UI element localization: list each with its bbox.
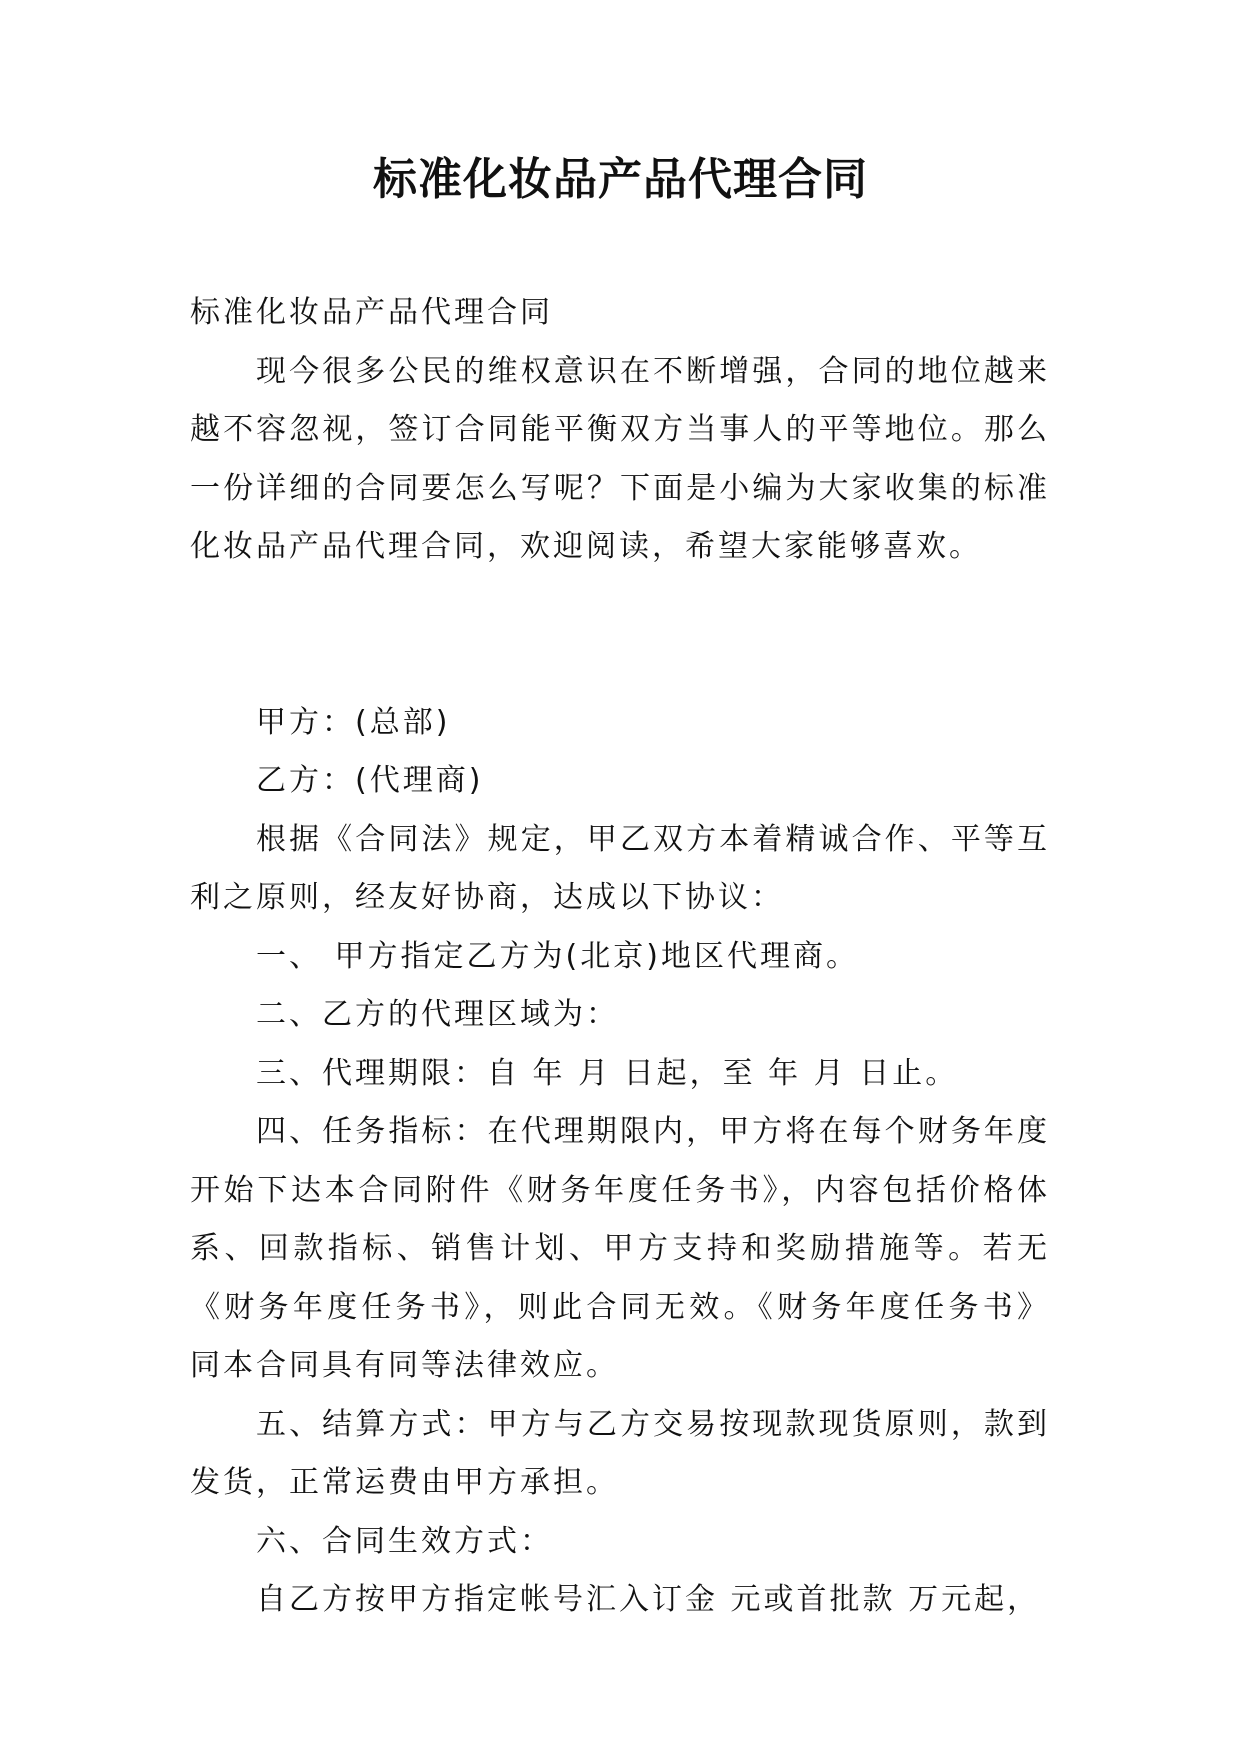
document-subtitle: 标准化妆品产品代理合同 — [190, 295, 553, 330]
clause-6: 六、合同生效方式： — [256, 1523, 553, 1559]
intro-paragraph: 现今很多公民的维权意识在不断增强，合同的地位越来越不容忽视，签订合同能平衡双方当事人的平等地位。那么一份详细的合同要怎么写呢？下面是小编为大家收集的标准化妆品产品代理合同，欢迎阅读，希望大家能够喜欢。 — [190, 353, 1050, 564]
clause-4: 四、任务指标：在代理期限内，甲方将在每个财务年度开始下达本合同附件《财务年度任务书》，内容包括价格体系、回款指标、销售计划、甲方支持和奖励措施等。若无《财务年度任务书》，则此合同无效。《财务年度任务书》同本合同具有同等法律效应。 — [190, 1114, 1050, 1383]
clause-1: 一、 甲方指定乙方为(北京)地区代理商。 — [256, 938, 859, 974]
clause-3: 三、代理期限：自 年 月 日起，至 年 月 日止。 — [256, 1055, 959, 1091]
document-title: 标准化妆品产品代理合同 — [373, 154, 868, 205]
party-b-line: 乙方：(代理商) — [256, 763, 484, 798]
clause-5: 五、结算方式：甲方与乙方交易按现款现货原则，款到发货，正常运费由甲方承担。 — [190, 1406, 1050, 1500]
party-a-line: 甲方：(总部) — [256, 704, 451, 740]
clause-2: 二、乙方的代理区域为： — [256, 997, 619, 1032]
clause-6-detail: 自乙方按甲方指定帐号汇入订金 元或首批款 万元起， — [256, 1582, 1041, 1617]
preamble-paragraph: 根据《合同法》规定，甲乙双方本着精诚合作、平等互利之原则，经友好协商，达成以下协议： — [190, 821, 1050, 915]
paragraph-gap — [190, 577, 1050, 694]
document-body — [190, 284, 1050, 1630]
